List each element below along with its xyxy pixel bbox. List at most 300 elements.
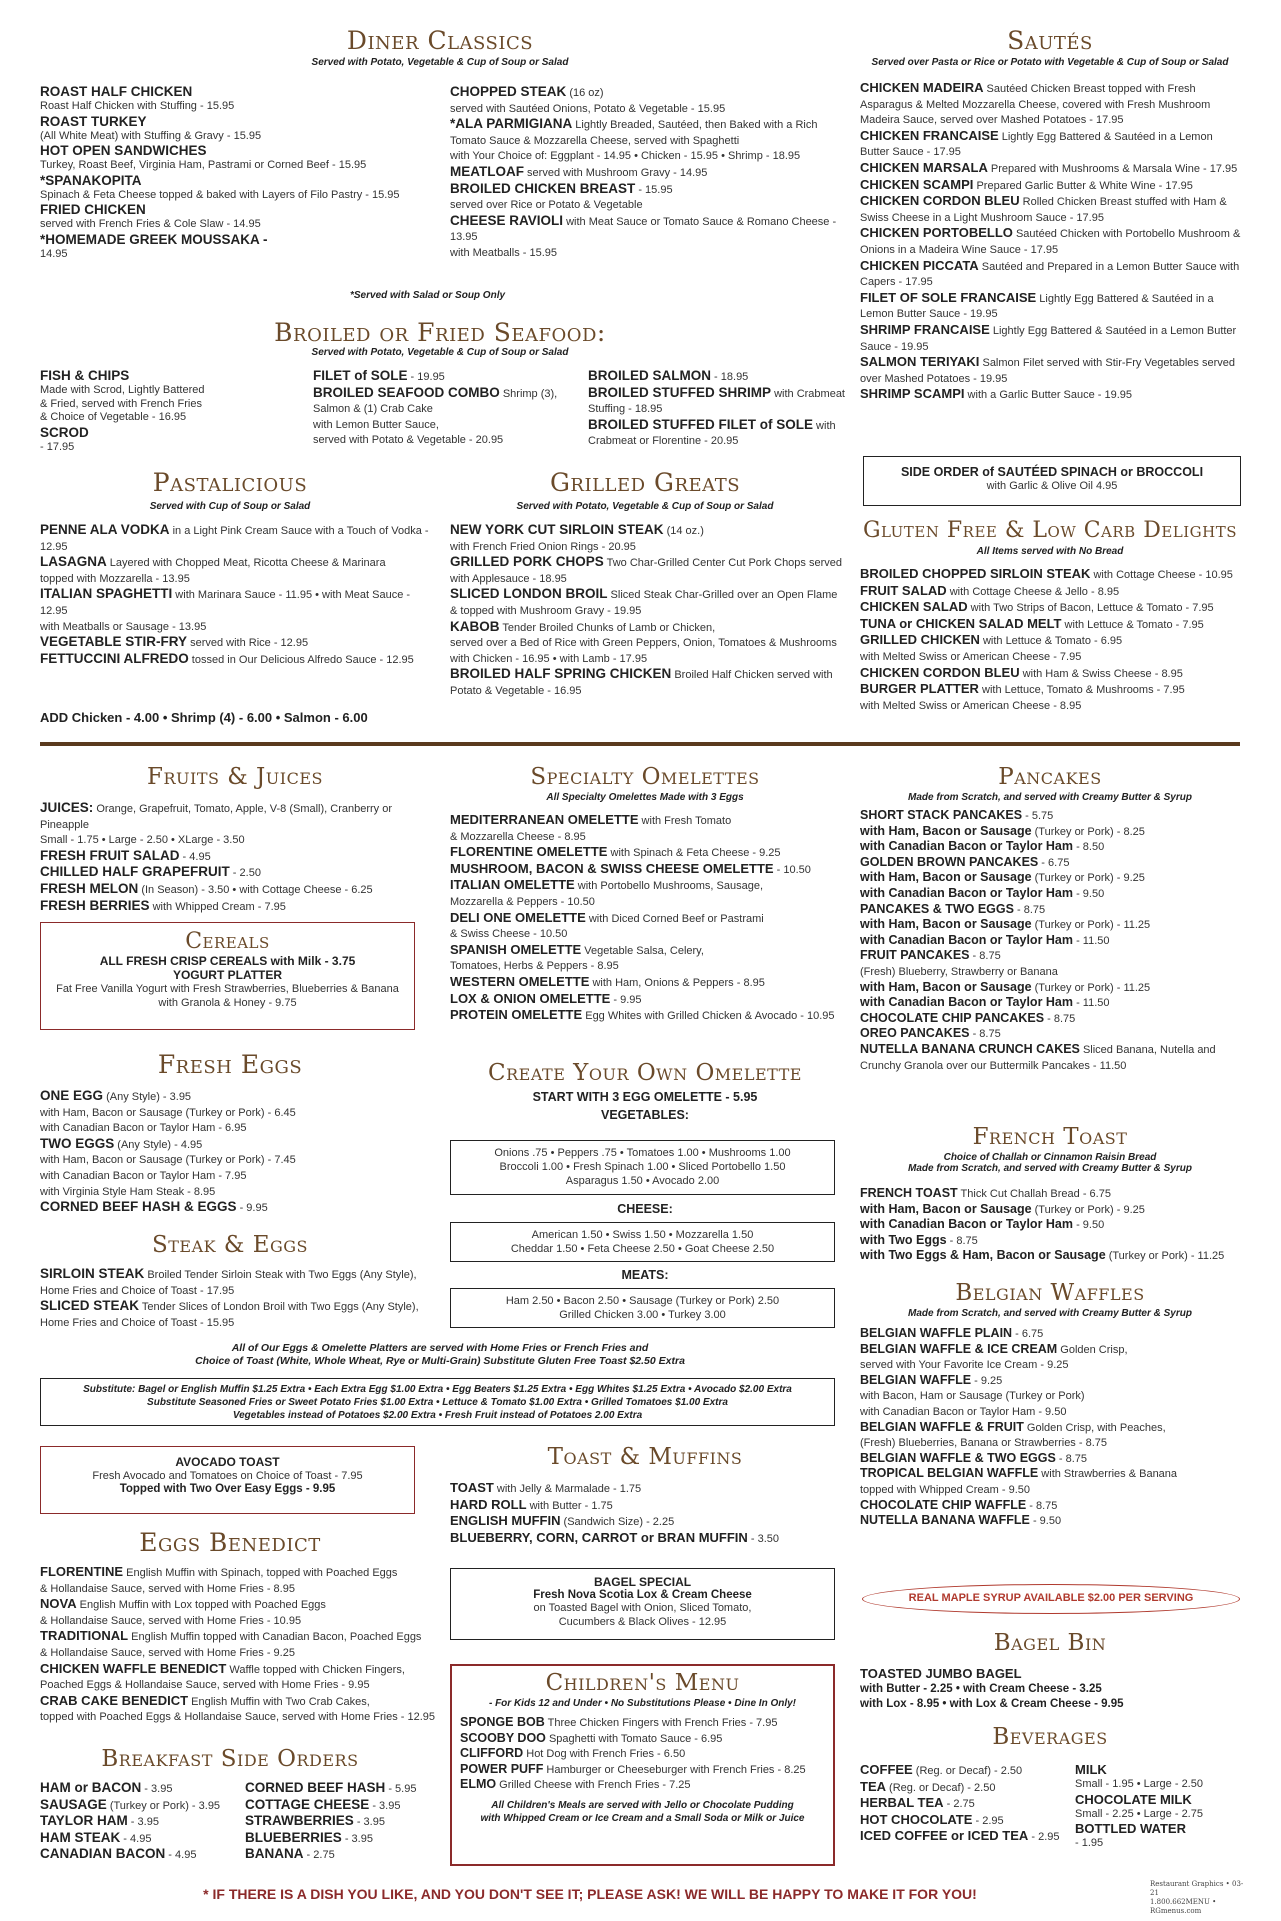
menu-item <box>40 522 440 554</box>
menu-item-desc: - 4.95 <box>179 850 211 863</box>
meats-label: MEATS: <box>621 1268 669 1282</box>
menu-item <box>860 1202 1250 1218</box>
menu-item-desc: with Marinara Sauce - 11.95 • with Meat Sauce - 12.95 with Meatballs or Sausage - 13.95 <box>40 589 411 633</box>
menu-item-name: SHRIMP SCAMPI <box>860 386 965 402</box>
menu-item-desc: with a Garlic Butter Sauce - 19.95 <box>964 389 1133 402</box>
menu-item-name: NEW YORK CUT SIRLOIN STEAK <box>450 522 664 537</box>
menu-item-name: HAM STEAK <box>40 1829 121 1845</box>
menu-item <box>40 1693 450 1725</box>
menu-item-desc: with Fresh Tomato & Mozzarella Cheese - 8.95 <box>450 815 732 843</box>
pancakes-section <box>860 764 1240 803</box>
menu-item <box>450 1513 850 1530</box>
menu-item-desc: Made with Scrod, Lightly Battered & Fried, served with French Fries & Choice of Vegetable - 16.95 <box>40 384 205 424</box>
menu-item <box>40 1564 450 1596</box>
section-divider <box>40 742 1240 746</box>
menu-item-desc: Shrimp (3), Salmon & (1) Crab Cake with Lemon Butter Sauce, served with Potato & Vegetable - 20.95 <box>313 387 558 447</box>
menu-item <box>40 1136 440 1199</box>
menu-item-name: CHICKEN MARSALA <box>860 159 988 175</box>
menu-item-desc: (Reg. or Decaf) - 2.50 <box>912 1765 1023 1777</box>
menu-item <box>860 1779 1080 1796</box>
menu-item-name: CORNED BEEF HASH & EGGS <box>40 1199 237 1215</box>
menu-item <box>40 114 440 144</box>
menu-item <box>860 1762 1080 1779</box>
waffles-title: Belgian Waffles <box>955 1280 1145 1306</box>
menu-item <box>860 855 1250 871</box>
menu-item-name: with Two Eggs & Ham, Bacon or Sausage <box>860 1248 1106 1263</box>
menu-item-name: FLORENTINE <box>40 1564 124 1579</box>
grilled-list <box>450 522 850 699</box>
menu-item-desc: with Cottage Cheese & Jello - 8.95 <box>946 585 1120 598</box>
menu-item-name: PROTEIN OMELETTE <box>450 1007 583 1023</box>
bagel-special-box <box>450 1568 835 1640</box>
menu-item-desc: Two Char-Grilled Center Cut Pork Chops served with Applesauce - 18.95 <box>450 557 842 585</box>
menu-item <box>860 1451 1250 1467</box>
menu-item-name: COTTAGE CHEESE <box>245 1796 370 1812</box>
menu-item <box>40 1780 240 1797</box>
menu-item <box>40 898 440 915</box>
menu-item-desc: served with Rice - 12.95 <box>187 637 309 650</box>
menu-item <box>460 1777 825 1793</box>
grilled-title: Grilled Greats <box>549 468 741 497</box>
fruits-list <box>40 800 440 914</box>
menu-item-name: BROILED SEAFOOD COMBO <box>313 384 500 400</box>
menu-item <box>860 886 1250 902</box>
menu-item-desc: with Lettuce & Tomato - 7.95 <box>1061 618 1204 631</box>
menu-item <box>860 1217 1250 1233</box>
menu-item <box>860 824 1250 840</box>
menu-item <box>450 213 840 261</box>
menu-item-name: COFFEE <box>860 1762 913 1777</box>
menu-item-desc: Spaghetti with Tomato Sauce - 6.95 <box>545 1732 723 1745</box>
menu-item-desc: (In Season) - 3.50 • with Cottage Cheese - 6.25 <box>138 883 373 896</box>
diner-classics-subtitle: Served with Potato, Vegetable & Cup of Soup or Salad <box>311 57 569 68</box>
cereals-line1: ALL FRESH CRISP CEREALS with Milk - 3.75 <box>99 954 356 968</box>
cereals-box <box>40 922 415 1030</box>
menu-item-desc: Small - 1.95 • Large - 2.50 <box>1075 1778 1203 1790</box>
waffles-section <box>860 1280 1240 1319</box>
menu-item-desc: Broiled Half Chicken served with Potato & Vegetable - 16.95 <box>450 669 833 697</box>
menu-item <box>313 368 583 385</box>
fruits-section <box>40 764 430 790</box>
sautes-list <box>860 80 1245 403</box>
steak-title: Steak & Eggs <box>151 1232 309 1258</box>
menu-item-name: GRILLED PORK CHOPS <box>450 554 604 570</box>
menu-item-name: FETTUCCINI ALFREDO <box>40 650 189 666</box>
gluten-title: Gluten Free & Low Carb Delights <box>862 518 1238 543</box>
side-order-title: SIDE ORDER of SAUTÉED SPINACH or BROCCOLI <box>900 465 1204 479</box>
menu-item-name: FILET of SOLE <box>313 368 408 383</box>
fruits-title: Fruits & Juices <box>147 764 323 790</box>
steak-list <box>40 1266 440 1330</box>
menu-item-name: FRENCH TOAST <box>860 1186 958 1200</box>
menu-item <box>450 877 850 909</box>
menu-item-desc: English Muffin with Lox topped with Poached Eggs & Hollandaise Sauce, served with Home Fries - 10.95 <box>40 1599 326 1627</box>
menu-item <box>40 1661 450 1693</box>
menu-item <box>1075 1821 1255 1851</box>
seafood-subtitle: Served with Potato, Vegetable & Cup of Soup or Salad <box>311 347 569 358</box>
menu-item-name: BELGIAN WAFFLE & TWO EGGS <box>860 1450 1056 1465</box>
menu-item <box>860 632 1250 664</box>
menu-item-name: BELGIAN WAFFLE & FRUIT <box>860 1419 1024 1434</box>
menu-item-name: VEGETABLE STIR-FRY <box>40 634 188 650</box>
pasta-subtitle: Served with Cup of Soup or Salad <box>149 501 311 512</box>
menu-item <box>40 1797 240 1814</box>
menu-item <box>860 386 1245 403</box>
menu-item-desc: - 8.75 <box>969 1028 1001 1041</box>
pasta-list <box>40 522 440 667</box>
menu-item-name: SLICED LONDON BROIL <box>450 586 608 602</box>
menu-item-desc: served with Mushroom Gravy - 14.95 <box>524 166 708 179</box>
menu-item-name: STRAWBERRIES <box>245 1813 354 1829</box>
menu-item-desc: (Reg. or Decaf) - 2.50 <box>886 1781 996 1794</box>
menu-item <box>450 844 850 861</box>
menu-item <box>450 1530 850 1547</box>
menu-item <box>40 425 300 455</box>
menu-item-desc: with Portobello Mushrooms, Sausage, Mozzarella & Peppers - 10.50 <box>450 880 764 908</box>
menu-item <box>40 554 440 586</box>
meats-box <box>450 1288 835 1328</box>
create-title: Create Your Own Omelette <box>488 1060 802 1086</box>
menu-item-name: OREO PANCAKES <box>860 1026 970 1041</box>
benedict-section <box>40 1528 420 1557</box>
yogurt-title: YOGURT PLATTER <box>172 968 283 982</box>
menu-item <box>450 1497 850 1514</box>
menu-item <box>450 910 850 942</box>
menu-item-desc: (Turkey or Pork) - 9.25 <box>1031 872 1145 885</box>
french-title: French Toast <box>972 1124 1128 1150</box>
menu-item-name: HAM or BACON <box>40 1780 142 1795</box>
menu-item <box>860 665 1250 682</box>
steak-section <box>40 1232 420 1258</box>
menu-item-name: with Ham, Bacon or Sausage <box>860 979 1032 994</box>
menu-item <box>860 948 1250 979</box>
menu-item <box>450 164 840 181</box>
menu-item-name: ITALIAN SPAGHETTI <box>40 586 173 602</box>
benedict-list <box>40 1564 450 1725</box>
menu-item-desc: - 3.95 <box>127 1816 159 1829</box>
menu-item-desc: - 3.95 <box>141 1783 173 1795</box>
beverages-section <box>860 1724 1240 1750</box>
menu-item-desc: - 8.75 <box>1055 1452 1088 1465</box>
omelettes-list <box>450 812 850 1024</box>
avocado-title: AVOCADO TOAST <box>175 1455 280 1469</box>
menu-item-desc: - 3.95 <box>341 1832 373 1845</box>
menu-item-name: GRILLED CHICKEN <box>860 632 980 648</box>
menu-item-name: TUNA or CHICKEN SALAD MELT <box>860 615 1062 631</box>
sautes-title: Sautés <box>1007 26 1093 55</box>
menu-item <box>860 870 1250 886</box>
menu-item-name: KABOB <box>450 618 500 634</box>
menu-item <box>245 1830 445 1847</box>
menu-item-name: with Two Eggs <box>860 1232 947 1247</box>
menu-item-desc: with Crabmeat or Florentine - 20.95 <box>588 419 836 448</box>
menu-item-name: WESTERN OMELETTE <box>450 973 590 989</box>
menu-item-desc: - 2.75 <box>303 1849 335 1862</box>
menu-item-name: GOLDEN BROWN PANCAKES <box>860 854 1039 869</box>
avocado-line1: Fresh Avocado and Tomatoes on Choice of Toast - 7.95 <box>92 1470 363 1482</box>
menu-item-name: LASAGNA <box>40 554 107 570</box>
menu-item-name: ITALIAN OMELETTE <box>450 877 575 893</box>
menu-item-name: CORNED BEEF HASH <box>245 1780 386 1795</box>
menu-item-name: with Canadian Bacon or Taylor Ham <box>860 839 1074 854</box>
menu-item-desc: served with French Fries & Cole Slaw - 14.95 <box>40 218 261 231</box>
cereals-title: Cereals <box>185 929 270 954</box>
menu-item <box>860 225 1245 257</box>
menu-item-name: *SPANAKOPITA <box>40 172 142 188</box>
menu-item-name: SCOOBY DOO <box>460 1730 546 1745</box>
menu-item-desc: - 9.95 <box>236 1202 268 1215</box>
menu-item-name: FRUIT SALAD <box>860 582 947 598</box>
menu-item-desc: Waffle topped with Chicken Fingers, Poached Eggs & Hollandaise Sauce, served with Home Fries - 9.95 <box>40 1663 405 1692</box>
menu-item <box>450 84 840 116</box>
menu-item-desc: Lightly Egg Battered & Sautéed in a Lemon Butter Sauce - 19.95 <box>860 292 1214 321</box>
menu-item-desc: Lightly Egg Battered & Sautéed in a Lemon Butter Sauce - 19.95 <box>860 324 1237 353</box>
menu-item <box>40 1298 440 1330</box>
children-box <box>450 1664 835 1866</box>
menu-item-desc: Spinach & Feta Cheese topped & baked with Layers of Filo Pastry - 15.95 <box>40 188 400 201</box>
menu-item-desc: in a Light Pink Cream Sauce with a Touch of Vodka - 12.95 <box>40 525 429 553</box>
menu-item-name: CHICKEN SALAD <box>860 599 968 615</box>
sides-title: Breakfast Side Orders <box>101 1746 359 1772</box>
menu-item <box>40 634 440 651</box>
menu-item-name: TWO EGGS <box>40 1135 115 1151</box>
eggs-section <box>40 1050 420 1079</box>
menu-item-name: CHICKEN CORDON BLEU <box>860 193 1020 209</box>
menu-item <box>860 980 1250 996</box>
beverages-right <box>1075 1762 1255 1851</box>
menu-item-name: with Ham, Bacon or Sausage <box>860 823 1032 838</box>
platter-note: All of Our Eggs & Omelette Platters are served with Home Fries or French Fries and Choice of Toast (White, Whole Wheat, Rye or Multi-Grain) Substitute Gluten Free Toast $2.50 Extra <box>195 1342 685 1367</box>
menu-item-name: BROILED CHICKEN BREAST <box>450 180 636 196</box>
menu-item-desc: (Sandwich Size) - 2.25 <box>560 1516 675 1529</box>
menu-item <box>860 1342 1250 1373</box>
menu-item <box>860 193 1245 225</box>
menu-item-desc: - 9.50 <box>1073 887 1105 900</box>
menu-item-desc: with Lettuce, Tomato & Mushrooms - 7.95 with Melted Swiss or American Cheese - 8.95 <box>860 684 1185 712</box>
side-order-box <box>863 456 1241 506</box>
menu-item-name: PANCAKES & TWO EGGS <box>860 901 1014 916</box>
menu-item <box>860 1233 1250 1249</box>
menu-item-name: BANANA <box>245 1846 304 1862</box>
menu-item-name: ONE EGG <box>40 1088 104 1103</box>
eggs-title: Fresh Eggs <box>157 1050 303 1079</box>
menu-item-desc: Thick Cut Challah Bread - 6.75 <box>957 1188 1111 1200</box>
menu-item <box>860 681 1250 713</box>
seafood-title: Broiled or Fried Seafood: <box>274 318 606 347</box>
menu-item-desc: - 9.25 with Bacon, Ham or Sausage (Turkey or Pork) with Canadian Bacon or Taylor Ham - 9.50 <box>860 1374 1085 1418</box>
menu-item-desc: - 8.75 <box>1013 903 1046 916</box>
create-start: START WITH 3 EGG OMELETTE - 5.95 <box>532 1090 758 1104</box>
menu-item <box>460 1762 825 1778</box>
menu-item-desc: English Muffin with Two Crab Cakes, topped with Poached Eggs & Hollandaise Sauce, served with Home Fries - 12.95 <box>40 1695 435 1724</box>
menu-item-name: FISH & CHIPS <box>40 368 130 383</box>
menu-item-name: CHICKEN WAFFLE BENEDICT <box>40 1660 227 1676</box>
menu-item-name: BROILED SALMON <box>588 368 711 383</box>
menu-item-name: MUSHROOM, BACON & SWISS CHEESE OMELETTE <box>450 860 774 876</box>
menu-item <box>860 1326 1250 1342</box>
menu-item <box>245 1813 445 1830</box>
menu-item-name: POWER PUFF <box>460 1761 544 1776</box>
menu-item <box>860 258 1245 290</box>
menu-item <box>860 1795 1080 1812</box>
menu-item <box>860 322 1245 354</box>
menu-item-desc: Golden Crisp, served with Your Favorite Ice Cream - 9.25 <box>860 1343 1128 1372</box>
menu-item-desc: Hot Dog with French Fries - 6.50 <box>523 1748 686 1761</box>
menu-item <box>860 933 1250 949</box>
bagel-bin-line1: with Butter - 2.25 • with Cream Cheese - 3.25 <box>860 1683 1102 1695</box>
menu-item-name: with Canadian Bacon or Taylor Ham <box>860 1217 1074 1232</box>
menu-item-desc: tossed in Our Delicious Alfredo Sauce - 12.95 <box>188 653 414 666</box>
menu-item-name: ELMO <box>460 1777 497 1792</box>
menu-item-desc: - 3.95 <box>369 1799 401 1812</box>
toast-section <box>450 1444 840 1470</box>
menu-item <box>860 1026 1250 1042</box>
menu-item-name: SPONGE BOB <box>460 1715 545 1729</box>
menu-item-name: ICED COFFEE or ICED TEA <box>860 1828 1029 1844</box>
menu-item-name: CHOCOLATE CHIP WAFFLE <box>860 1497 1027 1512</box>
menu-item <box>40 143 440 173</box>
menu-item <box>860 839 1250 855</box>
menu-item-desc: with Diced Corned Beef or Pastrami & Swiss Cheese - 10.50 <box>450 912 764 941</box>
menu-item-name: BELGIAN WAFFLE PLAIN <box>860 1326 1013 1340</box>
menu-item-desc: Three Chicken Fingers with French Fries - 7.95 <box>544 1717 778 1729</box>
menu-item-desc: Grilled Cheese with French Fries - 7.25 <box>496 1779 691 1792</box>
menu-item-desc: (Turkey or Pork) - 8.25 <box>1031 825 1145 838</box>
menu-item-desc: Layered with Chopped Meat, Ricotta Cheese & Marinara topped with Mozzarella - 13.95 <box>40 557 386 585</box>
menu-item <box>40 1628 450 1660</box>
menu-item-desc: - 18.95 <box>711 371 749 383</box>
menu-item-desc: Sautéed Chicken with Portobello Mushroom & Onions in a Madeira Wine Sauce - 17.95 <box>860 228 1241 256</box>
sautes-section <box>860 26 1240 68</box>
omelettes-title: Specialty Omelettes <box>530 764 760 790</box>
menu-item <box>860 1042 1250 1073</box>
menu-item-name: SHORT STACK PANCAKES <box>860 808 1023 822</box>
menu-item-name: SLICED STEAK <box>40 1298 140 1314</box>
menu-item-name: ROAST TURKEY <box>40 113 147 129</box>
menu-item-desc: Rolled Chicken Breast stuffed with Ham & Swiss Cheese in a Light Mushroom Sauce - 17.95 <box>860 196 1227 224</box>
menu-item-desc: with Cottage Cheese - 10.95 <box>1090 569 1233 581</box>
menu-item-name: FRESH BERRIES <box>40 897 150 913</box>
menu-item-desc: - 2.95 <box>1028 1831 1060 1844</box>
omelettes-section <box>450 764 840 803</box>
menu-item-name: HERBAL TEA <box>860 1795 944 1811</box>
menu-item <box>860 616 1250 633</box>
menu-item-name: NUTELLA BANANA CRUNCH CAKES <box>860 1041 1080 1056</box>
menu-item-desc: Prepared with Mushrooms & Marsala Wine - 17.95 <box>987 162 1238 175</box>
menu-item <box>40 202 440 232</box>
bagel-bin-title: Bagel Bin <box>993 1630 1107 1656</box>
sides-right <box>245 1780 445 1863</box>
cheese-list: American 1.50 • Swiss 1.50 • Mozzarella 1.50 Cheddar 1.50 • Feta Cheese 2.50 • Goat Cheese 2.50 <box>510 1229 775 1255</box>
menu-item-name: FRESH FRUIT SALAD <box>40 847 180 863</box>
menu-item <box>860 354 1245 386</box>
menu-item-desc: - 11.50 <box>1073 997 1110 1010</box>
gluten-section <box>855 518 1245 557</box>
menu-item-desc: Salmon Filet served with Stir-Fry Vegetables served over Mashed Potatoes - 19.95 <box>860 357 1235 385</box>
menu-item-desc: (Turkey or Pork) - 9.25 <box>1031 1203 1145 1216</box>
sautes-subtitle: Served over Pasta or Rice or Potato with Vegetable & Cup of Soup or Salad <box>871 57 1229 68</box>
menu-item-desc: (14 oz.) with French Fried Onion Rings - 20.95 <box>450 525 704 553</box>
menu-item <box>860 1812 1080 1829</box>
menu-item-name: FRIED CHICKEN <box>40 202 146 218</box>
menu-item <box>40 800 440 848</box>
menu-item-name: NUTELLA BANANA WAFFLE <box>860 1513 1030 1528</box>
menu-item <box>450 861 850 878</box>
menu-item-name: SPANISH OMELETTE <box>450 941 582 957</box>
seafood-col2 <box>313 368 583 448</box>
menu-item-desc: (Turkey or Pork) - 3.95 <box>106 1799 221 1812</box>
menu-item-name: CRAB CAKE BENEDICT <box>40 1692 189 1708</box>
menu-item-desc: - 19.95 <box>407 371 445 383</box>
menu-item <box>450 974 850 991</box>
cheese-box <box>450 1222 835 1262</box>
menu-item <box>860 917 1250 933</box>
menu-item <box>313 385 583 448</box>
side-order-desc: with Garlic & Olive Oil 4.95 <box>986 480 1118 492</box>
waffles-list <box>860 1326 1250 1529</box>
menu-item <box>40 1596 450 1628</box>
menu-item <box>450 1007 850 1024</box>
menu-item <box>245 1780 445 1797</box>
menu-item-desc: Broiled Tender Sirloin Steak with Two Eggs (Any Style), Home Fries and Choice of Toast - 17.95 <box>40 1269 417 1297</box>
menu-item-desc: English Muffin with Spinach, topped with Poached Eggs & Hollandaise Sauce, served with Home Fries - 8.95 <box>40 1567 398 1595</box>
bagel-bin-list <box>860 1666 1250 1712</box>
menu-item-name: CHICKEN CORDON BLEU <box>860 664 1020 680</box>
children-subtitle: - For Kids 12 and Under • No Substitutions Please • Dine In Only! <box>488 1698 797 1709</box>
menu-item <box>40 881 440 898</box>
menu-item-name: with Ham, Bacon or Sausage <box>860 1201 1032 1216</box>
menu-item-desc: (All White Meat) with Stuffing & Gravy - 15.95 <box>40 129 262 142</box>
menu-item <box>40 1846 240 1863</box>
menu-item <box>860 1828 1080 1845</box>
menu-item <box>450 1480 850 1497</box>
menu-item-desc: (Turkey or Pork) - 11.25 <box>1031 981 1151 994</box>
menu-item-desc: Lightly Breaded, Sautéed, then Baked with a Rich Tomato Sauce & Mozzarella Cheese, served with Spaghetti with Your Choice of: Eggplant - 14.95 • Chicken - 15.95 • Shrimp - 18.95 <box>450 119 818 163</box>
menu-item <box>245 1846 445 1863</box>
menu-item-desc: - 2.75 <box>943 1798 975 1811</box>
menu-item-desc: - 9.95 <box>610 993 642 1006</box>
menu-item-desc: Orange, Grapefruit, Tomato, Apple, V-8 (Small), Cranberry or Pineapple Small - 1.75 • Large - 2.50 • XLarge - 3.50 <box>40 803 393 847</box>
avocado-line2: Topped with Two Over Easy Eggs - 9.95 <box>119 1483 336 1495</box>
menu-item-name: CHEESE RAVIOLI <box>450 212 564 228</box>
children-note: All Children's Meals are served with Jello or Chocolate Pudding with Whipped Cream or Ice Cream and a Small Soda or Milk or Juice <box>480 1799 805 1824</box>
menu-item <box>40 1813 240 1830</box>
menu-item-name: BLUEBERRY, CORN, CARROT or BRAN MUFFIN <box>450 1529 748 1545</box>
toast-list <box>450 1480 850 1546</box>
menu-item <box>40 1199 440 1216</box>
diner-classics-section <box>40 26 840 68</box>
menu-item-name: FLORENTINE OMELETTE <box>450 844 608 860</box>
menu-item-name: BELGIAN WAFFLE <box>860 1372 972 1387</box>
menu-item-desc: - 10.50 <box>773 863 811 876</box>
children-title: Children's Menu <box>545 1670 740 1696</box>
menu-item <box>40 651 440 668</box>
menu-item-desc: Roast Half Chicken with Stuffing - 15.95 <box>40 100 235 112</box>
menu-item-desc: - 6.75 <box>1012 1328 1044 1340</box>
menu-item-name: BLUEBERRIES <box>245 1829 342 1845</box>
menu-item-desc: with Ham, Onions & Peppers - 8.95 <box>589 976 765 989</box>
menu-item <box>40 848 440 865</box>
menu-item-name: TROPICAL BELGIAN WAFFLE <box>860 1466 1039 1481</box>
menu-item-desc: - 2.95 <box>972 1814 1004 1827</box>
menu-item-name: BROILED CHOPPED SIRLOIN STEAK <box>860 566 1091 581</box>
menu-item <box>40 864 440 881</box>
menu-item-desc: - 3.50 <box>747 1532 779 1545</box>
french-section <box>860 1124 1240 1174</box>
substitute-text: Substitute: Bagel or English Muffin $1.25 Extra • Each Extra Egg $1.00 Extra • Egg Beaters $1.25 Extra • Egg Whites $1.25 Extra • Avocado $2.00 Extra Substitute Seasoned Fries or Sweet Potato Fries $1.00 Extra • Lettuce & Tomato $1.00 Extra • Grilled Tomatoes $1.00 Extra Vegetables instead of Potatoes $2.00 Extra • Fresh Fruit instead of Potatoes 2.00 Extra <box>83 1384 792 1421</box>
menu-item-name: MEATLOAF <box>450 163 524 179</box>
menu-item-desc: Sliced Steak Char-Grilled over an Open Flame & topped with Mushroom Gravy - 19.95 <box>450 589 838 617</box>
